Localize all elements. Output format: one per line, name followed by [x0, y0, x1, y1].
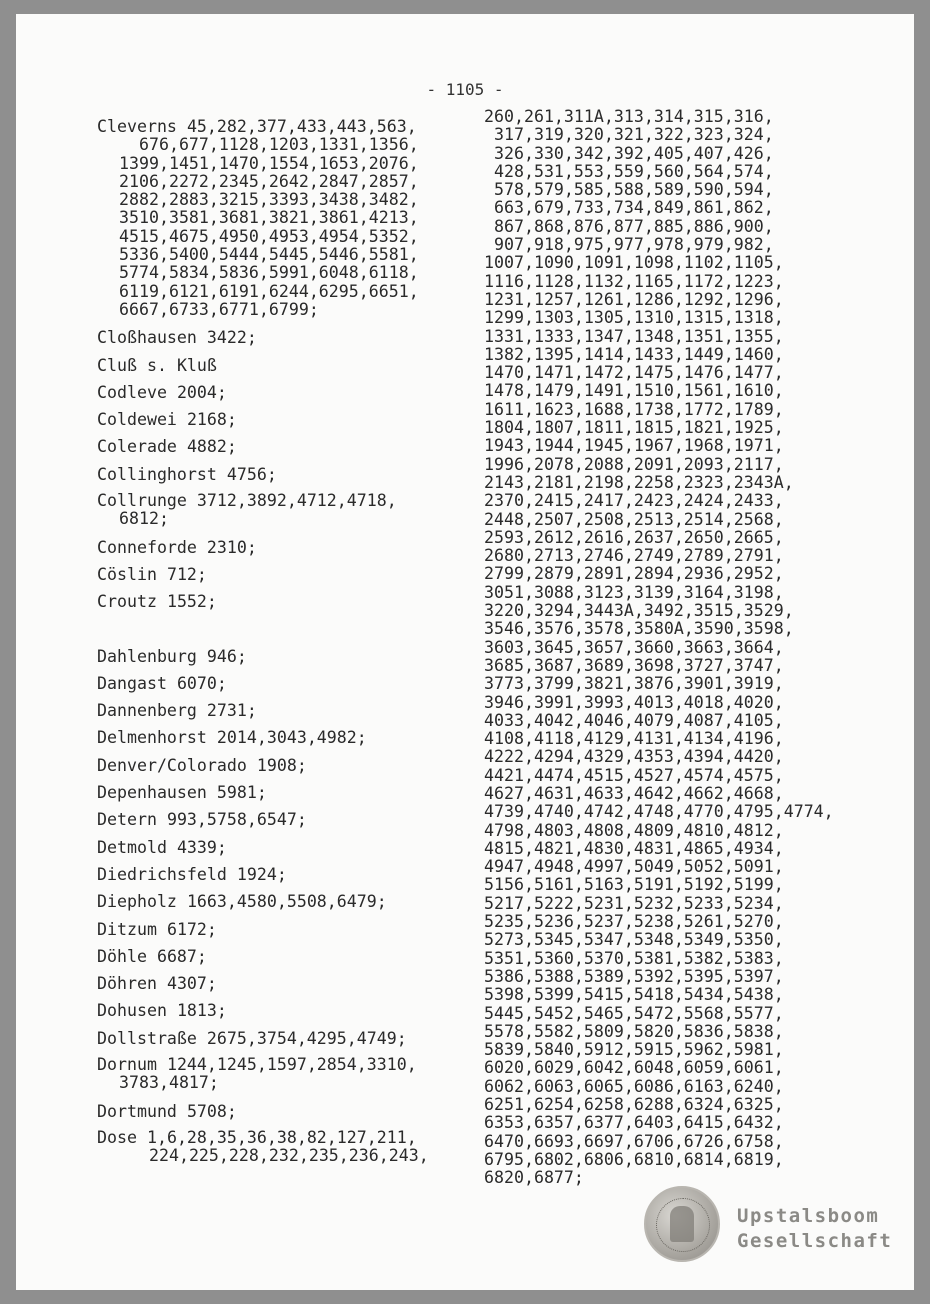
entry-numbers: s. Kluß: [146, 355, 217, 375]
seal-logo-icon: [644, 1186, 720, 1262]
entry-numbers: 1552;: [166, 592, 217, 612]
entry-name: Collrunge: [97, 491, 187, 511]
entry-numbers: 1,6,28,35,36,38,82,127,211,: [146, 1127, 417, 1147]
number-line: 578,579,585,588,589,590,594,: [484, 180, 774, 200]
brand-logo: [737, 1204, 892, 1254]
number-line: 4627,4631,4633,4642,4662,4668,: [484, 783, 784, 803]
index-entry: [97, 488, 487, 534]
number-line: 2680,2713,2746,2749,2789,2791,: [484, 546, 784, 566]
number-line: 3603,3645,3657,3660,3663,3664,: [484, 637, 784, 657]
entry-numbers-continued: 3783,4817;: [119, 1073, 219, 1093]
index-entry: [97, 970, 487, 997]
entry-numbers: 4339;: [176, 837, 227, 857]
number-line: 2448,2507,2508,2513,2514,2568,: [484, 509, 784, 529]
index-entry: [97, 406, 487, 433]
entry-name: Conneforde: [97, 537, 197, 557]
number-line: 3220,3294,3443A,3492,3515,3529,: [484, 601, 794, 621]
index-entry: [97, 352, 487, 379]
entry-numbers: 1813;: [176, 1001, 227, 1021]
number-line: 1996,2078,2088,2091,2093,2117,: [484, 454, 784, 474]
entry-name: Coldewei: [97, 410, 177, 430]
number-line: 1804,1807,1811,1815,1821,1925,: [484, 418, 784, 438]
index-entry: [97, 752, 487, 779]
number-line: 1943,1944,1945,1967,1968,1971,: [484, 436, 784, 456]
entry-name: Dohusen: [97, 1001, 167, 1021]
number-line: 5217,5222,5231,5232,5233,5234,: [484, 893, 784, 913]
entry-numbers: 5708;: [186, 1101, 237, 1121]
index-entry: [97, 588, 487, 615]
number-line: 5398,5399,5415,5418,5434,5438,: [484, 985, 784, 1005]
entry-numbers: 4756;: [226, 464, 277, 484]
entry-numbers: 1244,1245,1597,2854,3310,: [166, 1054, 417, 1074]
entry-numbers: 2675,3754,4295,4749;: [206, 1028, 407, 1048]
index-entry: [97, 534, 487, 561]
index-entry: [97, 724, 487, 751]
entry-name: Colerade: [97, 437, 177, 457]
number-line: 4222,4294,4329,4353,4394,4420,: [484, 747, 784, 767]
number-line: 326,330,342,392,405,407,426,: [484, 143, 774, 163]
number-line: 4739,4740,4742,4748,4770,4795,4774,: [484, 802, 834, 822]
number-line: 4947,4948,4997,5049,5052,5091,: [484, 857, 784, 877]
index-entry: [97, 1125, 487, 1171]
entry-numbers: 993,5758,6547;: [166, 810, 307, 830]
entry-numbers: 6070;: [176, 673, 227, 693]
entry-name: Ditzum: [97, 919, 157, 939]
entry-numbers: 946;: [206, 646, 247, 666]
entry-name: Dahlenburg: [97, 646, 197, 666]
number-line: 1299,1303,1305,1310,1315,1318,: [484, 308, 784, 328]
number-line: 5273,5345,5347,5348,5349,5350,: [484, 930, 784, 950]
entry-numbers: 2014,3043,4982;: [216, 728, 367, 748]
number-line: 5839,5840,5912,5915,5962,5981,: [484, 1040, 784, 1060]
index-entry: [97, 114, 487, 324]
index-entry: [97, 561, 487, 588]
number-line: 1231,1257,1261,1286,1292,1296,: [484, 289, 784, 309]
entry-numbers: 6172;: [166, 919, 217, 939]
number-line: 5386,5388,5389,5392,5395,5397,: [484, 966, 784, 986]
number-line: 3685,3687,3689,3698,3727,3747,: [484, 655, 784, 675]
entry-numbers: 2004;: [176, 382, 227, 402]
entry-numbers: 5981;: [216, 783, 267, 803]
entry-name: Detern: [97, 810, 157, 830]
index-entry: [97, 997, 487, 1024]
index-entry: [97, 433, 487, 460]
number-line: 1382,1395,1414,1433,1449,1460,: [484, 344, 784, 364]
entry-numbers: 4307;: [166, 974, 217, 994]
index-entry: [97, 888, 487, 915]
number-line: 3546,3576,3578,3580A,3590,3598,: [484, 619, 794, 639]
number-line: 6470,6693,6697,6706,6726,6758,: [484, 1131, 784, 1151]
entry-numbers: 1908;: [256, 755, 307, 775]
entry-name: Depenhausen: [97, 783, 207, 803]
index-entry: [97, 1052, 487, 1098]
number-line: 6020,6029,6042,6048,6059,6061,: [484, 1058, 784, 1078]
left-column: [97, 114, 487, 1170]
index-entry: [97, 1098, 487, 1125]
entry-name: Dornum: [97, 1054, 157, 1074]
entry-name: Denver/Colorado: [97, 755, 247, 775]
index-entry: [97, 379, 487, 406]
number-line: 4421,4474,4515,4527,4574,4575,: [484, 765, 784, 785]
index-entry: [97, 916, 487, 943]
number-line: 4108,4118,4129,4131,4134,4196,: [484, 729, 784, 749]
entry-numbers-continued: 6812;: [119, 509, 169, 529]
entry-name: Codleve: [97, 382, 167, 402]
number-line: 867,868,876,877,885,886,900,: [484, 216, 774, 236]
number-line: 1470,1471,1472,1475,1476,1477,: [484, 363, 784, 383]
number-line: 1116,1128,1132,1165,1172,1223,: [484, 271, 784, 291]
number-line: 2143,2181,2198,2258,2323,2343A,: [484, 472, 794, 492]
number-line: 3051,3088,3123,3139,3164,3198,: [484, 582, 784, 602]
number-line: 6353,6357,6377,6403,6415,6432,: [484, 1113, 784, 1133]
number-line: 907,918,975,977,978,979,982,: [484, 235, 774, 255]
index-entry: [97, 861, 487, 888]
number-line: 260,261,311A,313,314,315,316,: [484, 107, 774, 126]
number-line: 6820,6877;: [484, 1168, 584, 1188]
entry-name: Dannenberg: [97, 701, 197, 721]
entry-numbers: 2310;: [206, 537, 257, 557]
entry-name: Diepholz: [97, 892, 177, 912]
entry-name: Collinghorst: [97, 464, 217, 484]
number-line: 428,531,553,559,560,564,574,: [484, 161, 774, 181]
number-line: 5235,5236,5237,5238,5261,5270,: [484, 912, 784, 932]
index-entry: [97, 779, 487, 806]
entry-name: Dose: [97, 1127, 137, 1147]
entry-name: Dortmund: [97, 1101, 177, 1121]
entry-numbers: 45,282,377,433,443,563,: [186, 117, 417, 136]
entry-numbers-continued: 676,677,1128,1203,1331,1356, 1399,1451,1470,1554,1653,2076, 2106,2272,2345,2642,2847,2857, 2882,2883,3215,3393,3438,3482, 3510,3581,3681,3821,3861,4213, 4515,4675,4950,4953,4954,5352, 5336,5400,5444,5445,5446,5581, 5774,5834,5836,5991,6048,6118, 6119,6121,6191,6244,6295,6651, 6667,6733,6771,6799;: [119, 135, 419, 319]
number-line: 5156,5161,5163,5191,5192,5199,: [484, 875, 784, 895]
entry-name: Delmenhorst: [97, 728, 207, 748]
entry-numbers: 1924;: [236, 864, 287, 884]
number-line: 6795,6802,6806,6810,6814,6819,: [484, 1149, 784, 1169]
number-line: 2593,2612,2616,2637,2650,2665,: [484, 527, 784, 547]
number-line: 5445,5452,5465,5472,5568,5577,: [484, 1003, 784, 1023]
index-entry: [97, 324, 487, 351]
number-line: 2799,2879,2891,2894,2936,2952,: [484, 564, 784, 584]
index-entry: [97, 943, 487, 970]
number-line: 1007,1090,1091,1098,1102,1105,: [484, 253, 784, 273]
index-entry: [97, 1025, 487, 1052]
number-line: 6251,6254,6258,6288,6324,6325,: [484, 1095, 784, 1115]
document-page: [16, 14, 914, 1290]
entry-name: Cleverns: [97, 117, 177, 136]
index-entry: [97, 697, 487, 724]
number-line: 2370,2415,2417,2423,2424,2433,: [484, 491, 784, 511]
number-line: 4798,4803,4808,4809,4810,4812,: [484, 820, 784, 840]
entry-name: Croutz: [97, 592, 157, 612]
entry-name: Diedrichsfeld: [97, 864, 227, 884]
entry-name: Döhren: [97, 974, 157, 994]
number-line: 5351,5360,5370,5381,5382,5383,: [484, 948, 784, 968]
index-entry: [97, 670, 487, 697]
entry-numbers-continued: 224,225,228,232,235,236,243,: [119, 1146, 429, 1166]
index-entry: [97, 806, 487, 833]
entry-name: Detmold: [97, 837, 167, 857]
entry-name: Döhle: [97, 946, 147, 966]
number-line: 5578,5582,5809,5820,5836,5838,: [484, 1021, 784, 1041]
entry-numbers: 1663,4580,5508,6479;: [186, 892, 387, 912]
index-entry: [97, 461, 487, 488]
number-line: 3946,3991,3993,4013,4018,4020,: [484, 692, 784, 712]
number-line: 4815,4821,4830,4831,4865,4934,: [484, 838, 784, 858]
entry-numbers: 3712,3892,4712,4718,: [196, 491, 397, 511]
entry-numbers: 2168;: [186, 410, 237, 430]
number-line: 3773,3799,3821,3876,3901,3919,: [484, 674, 784, 694]
brand-line-1: Upstalsboom: [737, 1205, 880, 1227]
entry-name: Dangast: [97, 673, 167, 693]
number-line: 6062,6063,6065,6086,6163,6240,: [484, 1076, 784, 1096]
number-line: 1331,1333,1347,1348,1351,1355,: [484, 326, 784, 346]
page-number: - 1105 -: [426, 80, 504, 99]
entry-name: Cöslin: [97, 564, 157, 584]
number-line: 4033,4042,4046,4079,4087,4105,: [484, 710, 784, 730]
entry-name: Cloßhausen: [97, 328, 197, 348]
entry-name: Cluß: [97, 355, 137, 375]
entry-name: Dollstraße: [97, 1028, 197, 1048]
entry-numbers: 4882;: [186, 437, 237, 457]
number-line: 317,319,320,321,322,323,324,: [484, 125, 774, 145]
number-line: 1611,1623,1688,1738,1772,1789,: [484, 399, 784, 419]
brand-line-2: Gesellschaft: [737, 1230, 893, 1252]
right-column: [484, 108, 904, 1188]
entry-numbers: 3422;: [206, 328, 257, 348]
entry-numbers: 2731;: [206, 701, 257, 721]
number-line: 1478,1479,1491,1510,1561,1610,: [484, 381, 784, 401]
entry-numbers: 712;: [166, 564, 207, 584]
index-entry: [97, 643, 487, 670]
entry-numbers: 6687;: [156, 946, 207, 966]
index-entry: [97, 834, 487, 861]
number-line: 663,679,733,734,849,861,862,: [484, 198, 774, 218]
